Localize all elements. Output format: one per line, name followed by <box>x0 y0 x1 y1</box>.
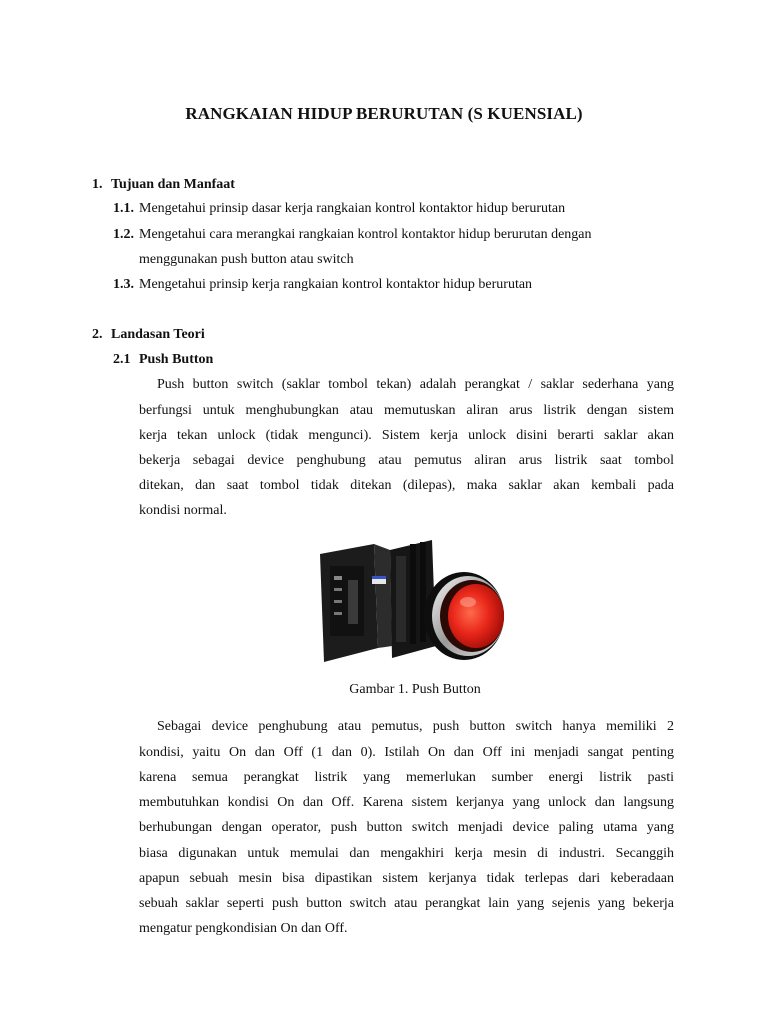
section-1-number: 1. <box>92 177 103 192</box>
page-title: RANGKAIAN HIDUP BERURUTAN (S KUENSIAL) <box>185 104 583 123</box>
para1-line: Push button switch (saklar tombol tekan) adalah perangkat / saklar sederhana yang <box>157 377 674 392</box>
figure-caption: Gambar 1. Push Button <box>349 682 481 697</box>
para1-line: ditekan, dan saat tombol tidak ditekan (dilepas), maka saklar akan kembali pada <box>139 478 674 493</box>
subsection-2-1-number: 2.1 <box>113 352 131 367</box>
item-1-3-text: Mengetahui prinsip kerja rangkaian kontrol kontaktor hidup berurutan <box>139 277 533 292</box>
section-2-heading: Landasan Teori <box>111 327 205 342</box>
item-1-1-number: 1.1. <box>113 201 134 216</box>
para2-line: membutuhkan kondisi On dan Off. Karena sistem kerjanya yang unlock dan langsung <box>139 795 674 810</box>
section-1-heading: Tujuan dan Manfaat <box>111 177 235 192</box>
item-1-1-text: Mengetahui prinsip dasar kerja rangkaian kontrol kontaktor hidup berurutan <box>139 201 566 216</box>
para1-line: berfungsi untuk menghubungkan atau memutuskan aliran arus listrik dengan sistem <box>139 403 674 418</box>
para2-line: biasa digunakan untuk memulai dan mengakhiri kerja mesin di industri. Secanggih <box>139 846 674 861</box>
item-1-2-number: 1.2. <box>113 227 134 242</box>
push-button-image <box>312 536 508 674</box>
item-1-2-text: Mengetahui cara merangkai rangkaian kontrol kontaktor hidup berurutan dengan <box>139 227 592 242</box>
para2-line: kondisi, yaitu On dan Off (1 dan 0). Istilah On dan Off ini menjadi sangat penting <box>139 745 674 760</box>
para2-line: berhubungan dengan operator, push button switch menjadi device paling utama yang <box>139 820 674 835</box>
subsection-2-1-heading: Push Button <box>139 352 214 367</box>
item-1-2-continuation: menggunakan push button atau switch <box>139 252 354 267</box>
para1-line: bekerja sebagai device penghubung atau pemutus aliran arus listrik saat tombol <box>139 453 674 468</box>
para2-line: Sebagai device penghubung atau pemutus, push button switch hanya memiliki 2 <box>157 719 674 734</box>
para2-line: karena semua perangkat listrik yang memerlukan sumber energi listrik pasti <box>139 770 674 785</box>
para1-line: kondisi normal. <box>139 503 227 518</box>
para2-line: mengatur pengkondisian On dan Off. <box>139 921 348 936</box>
para2-line: apapun sebuah mesin bisa dipastikan sistem kerjanya tidak terlepas dari keberadaan <box>139 871 674 886</box>
para1-line: kerja tekan unlock (tidak mengunci). Sistem kerja unlock disini berarti saklar akan <box>139 428 674 443</box>
para2-line: sebuah saklar seperti push button switch atau perangkat lain yang sejenis yang bekerja <box>139 896 674 911</box>
item-1-3-number: 1.3. <box>113 277 134 292</box>
section-2-number: 2. <box>92 327 103 342</box>
